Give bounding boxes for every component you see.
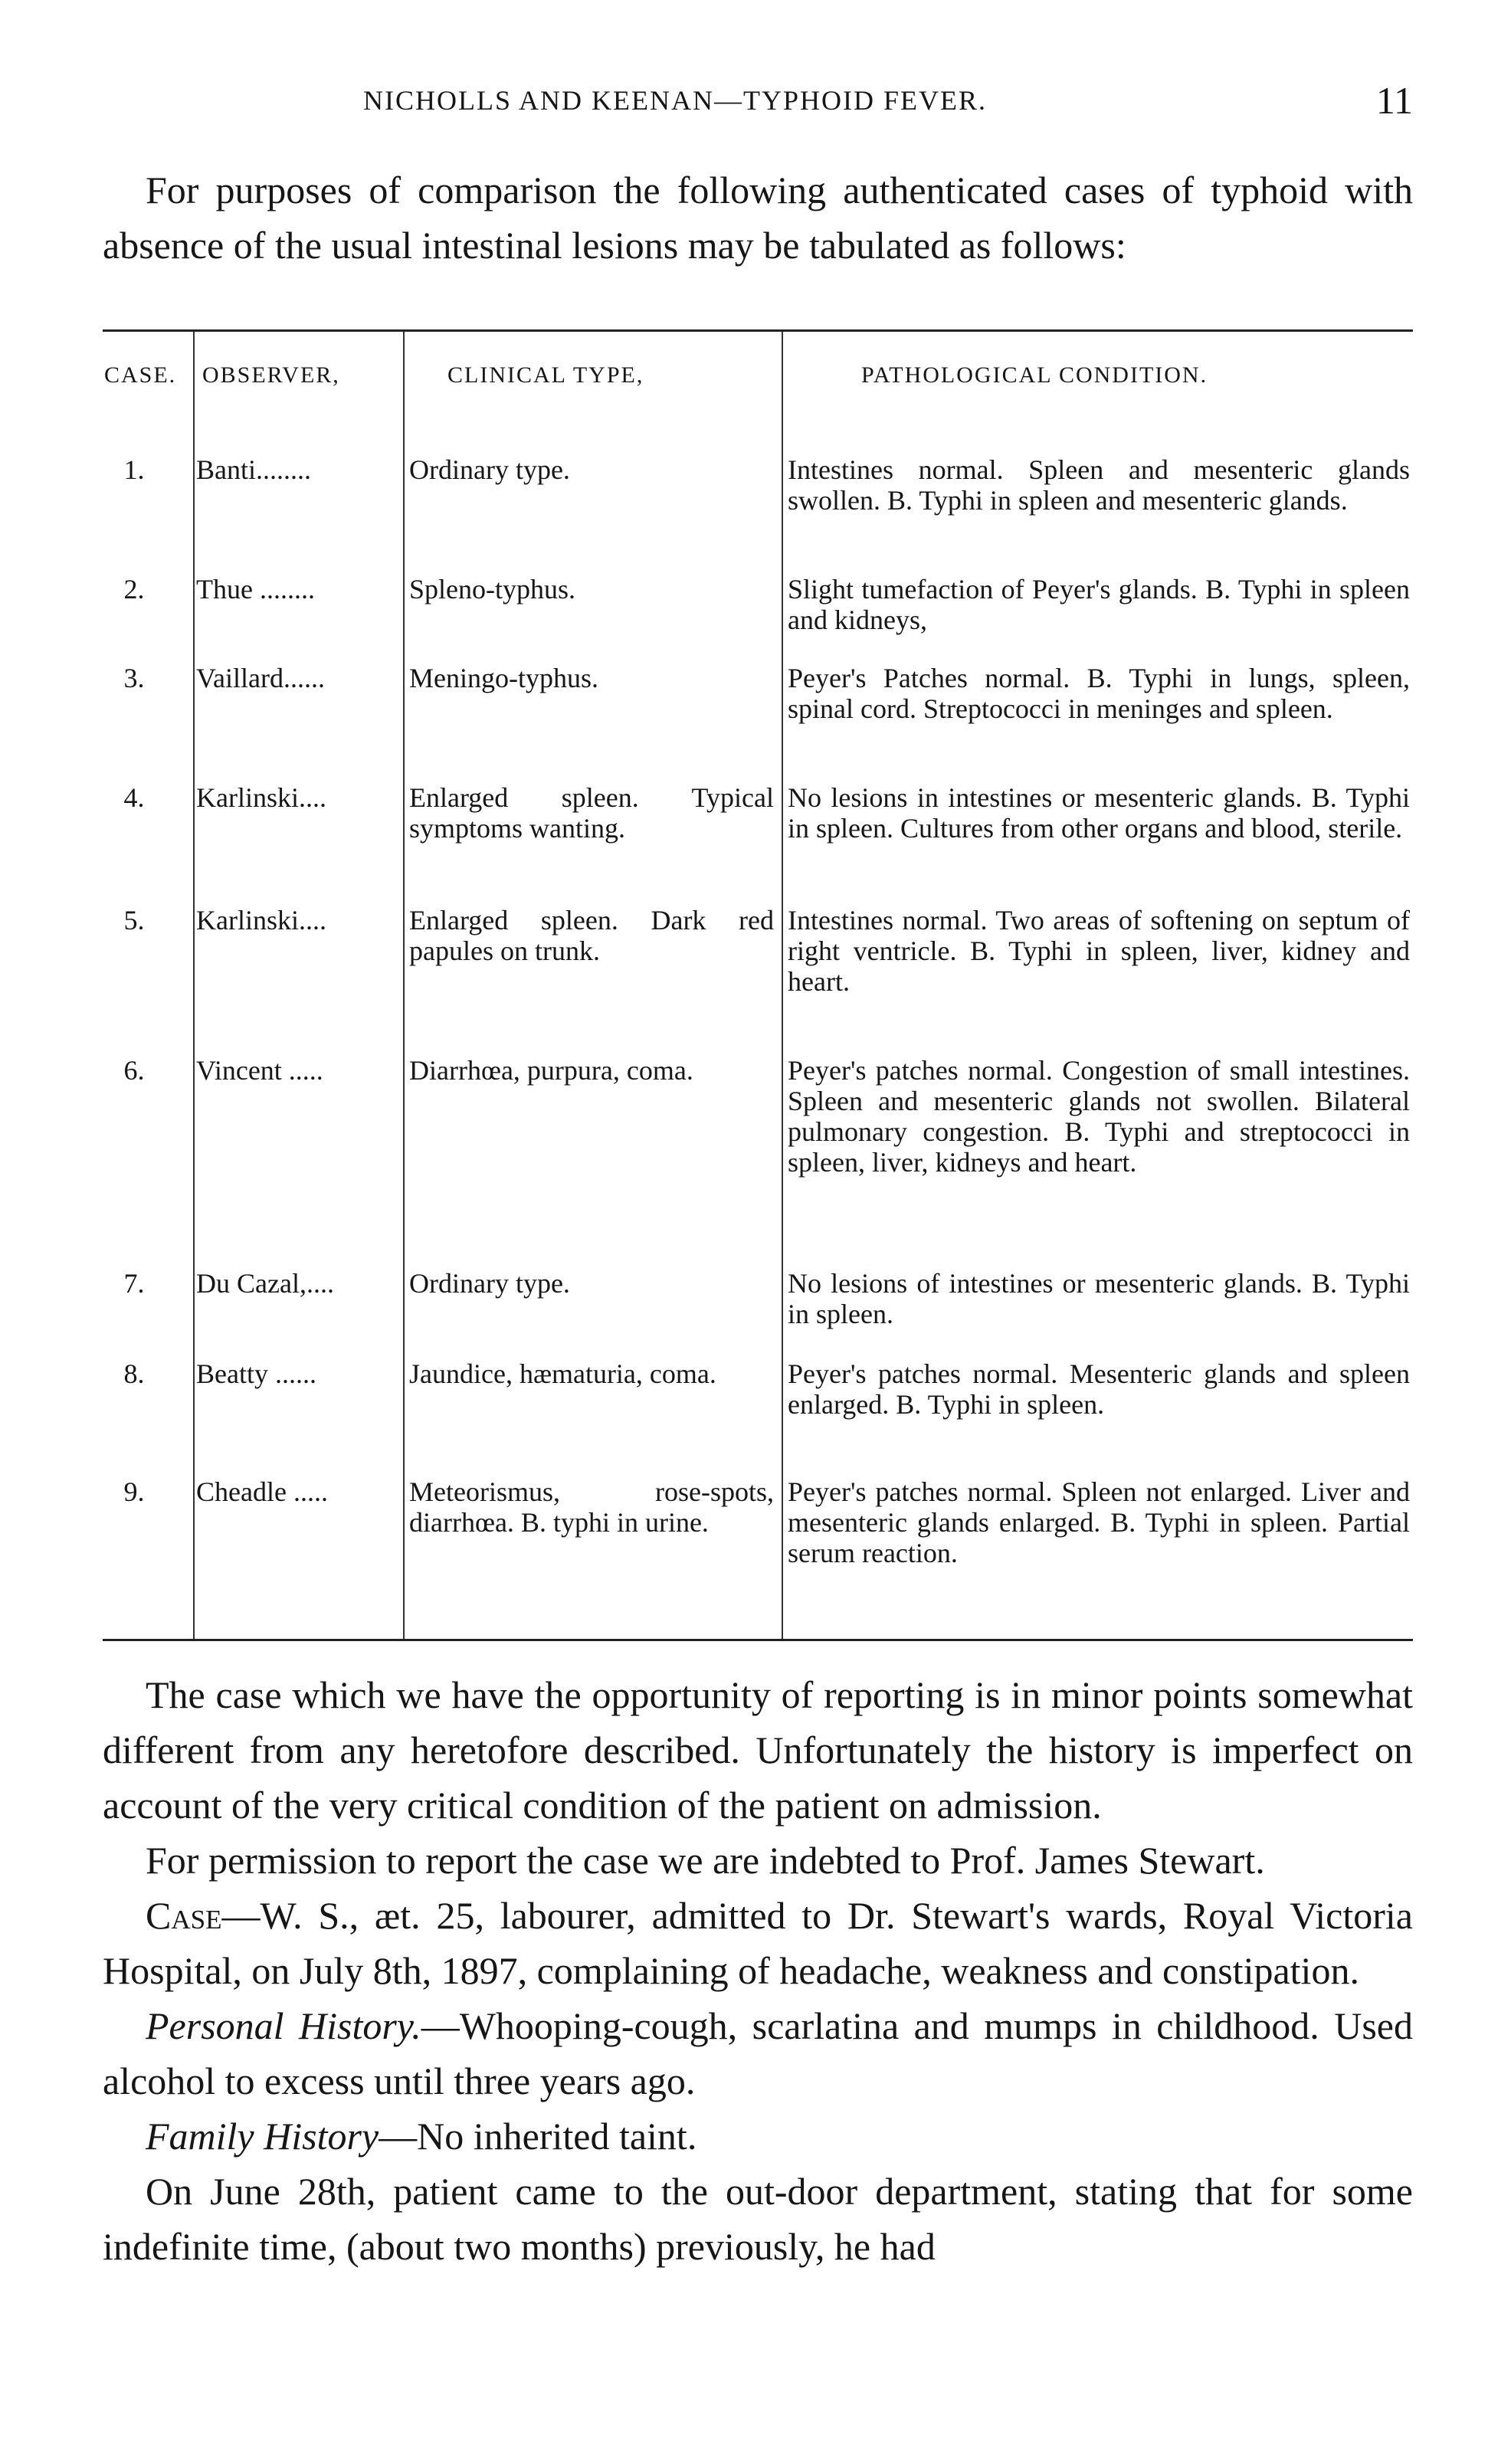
intro-paragraph: For purposes of comparison the following authenticated cases of typhoid with absence of the usual intestinal lesions may be tabulated as follows: [103, 169, 1413, 267]
case-number: 4. [123, 782, 145, 813]
clinical-type: Ordinary type. [409, 454, 570, 485]
observer-name: Karlinski.... [196, 905, 326, 935]
paragraph-case [103, 1888, 1413, 1998]
clinical-type: Enlarged spleen. Dark red papules on trunk. [409, 905, 774, 966]
case-number: 3. [123, 663, 145, 693]
observer-name: Vincent ..... [196, 1055, 323, 1086]
case-number: 8. [123, 1358, 145, 1389]
case-number: 7. [123, 1268, 145, 1299]
paragraph-permission: For permission to report the case we are indebted to Prof. James Stewart. [146, 1839, 1265, 1882]
observer-name: Du Cazal,.... [196, 1268, 334, 1299]
pathological-condition: Peyer's patches normal. Mesenteric glands and spleen enlarged. B. Typhi in spleen. [788, 1358, 1410, 1420]
column-divider [782, 332, 783, 1639]
pathological-condition: Peyer's patches normal. Congestion of small intestines. Spleen and mesenteric glands not swollen. Bilateral pulmonary congestion. B. Typhi and streptococci in spleen, liver, kidneys and heart. [788, 1055, 1410, 1178]
case-number: 2. [123, 574, 145, 605]
running-title: NICHOLLS AND KEENAN—TYPHOID FEVER. [363, 85, 987, 116]
header-pathological-condition: PATHOLOGICAL CONDITION. [861, 362, 1208, 388]
running-head [103, 78, 1413, 124]
observer-name: Vaillard...... [196, 663, 325, 693]
clinical-type: Jaundice, hæmaturia, coma. [409, 1358, 716, 1389]
clinical-type: Meningo-typhus. [409, 663, 598, 693]
pathological-condition: Peyer's patches normal. Spleen not enlarged. Liver and mesenteric glands enlarged. B. Typhi in spleen. Partial serum reaction. [788, 1476, 1410, 1568]
clinical-type: Spleno-typhus. [409, 574, 576, 605]
observer-name: Karlinski.... [196, 782, 326, 813]
column-divider [193, 332, 195, 1639]
case-number: 1. [123, 454, 145, 485]
observer-name: Banti........ [196, 454, 311, 485]
personal-history-label: Personal History. [146, 2004, 421, 2047]
case-text: —W. S., æt. 25, labourer, admitted to Dr. Stewart's wards, Royal Victoria Hospital, on July 8th, 1897, complaining of headache, weakness and constipation. [103, 1894, 1413, 1992]
case-label: Case [146, 1894, 222, 1937]
column-divider [403, 332, 405, 1639]
clinical-type: Diarrhœa, purpura, coma. [409, 1055, 693, 1086]
pathological-condition: No lesions in intestines or mesenteric glands. B. Typhi in spleen. Cultures from other organs and blood, sterile. [788, 782, 1410, 844]
header-observer: OBSERVER, [202, 362, 340, 388]
header-clinical-type: CLINICAL TYPE, [447, 362, 644, 388]
paragraph-case-intro: The case which we have the opportunity of reporting is in minor points somewhat different from any heretofore described. Unfortunately the history is imperfect on account of the very critical condition of the patient on admission. [103, 1673, 1413, 1827]
pathological-condition: No lesions of intestines or mesenteric glands. B. Typhi in spleen. [788, 1268, 1410, 1329]
header-case: CASE. [104, 362, 177, 388]
pathological-condition: Peyer's Patches normal. B. Typhi in lungs, spleen, spinal cord. Streptococci in meninges and spleen. [788, 663, 1410, 724]
pathological-condition: Intestines normal. Spleen and mesenteric glands swollen. B. Typhi in spleen and mesenteric glands. [788, 454, 1410, 516]
clinical-type: Ordinary type. [409, 1268, 570, 1299]
page-number: 11 [1375, 79, 1413, 122]
case-number: 9. [123, 1476, 145, 1507]
pathological-condition: Slight tumefaction of Peyer's glands. B. Typhi in spleen and kidneys, [788, 574, 1410, 635]
case-number: 6. [123, 1055, 145, 1086]
case-table [103, 329, 1413, 1641]
paragraph-june-28: On June 28th, patient came to the out-door department, stating that for some indefinite time, (about two months) previously, he had [103, 2170, 1413, 2268]
case-number: 5. [123, 905, 145, 935]
observer-name: Cheadle ..... [196, 1476, 328, 1507]
clinical-type: Enlarged spleen. Typical symptoms wanting. [409, 782, 774, 844]
body-text [103, 1667, 1413, 2274]
observer-name: Thue ........ [196, 574, 315, 605]
family-history-label: Family History [146, 2115, 379, 2158]
family-history-text: —No inherited taint. [379, 2115, 697, 2158]
paragraph-family-history [103, 2108, 1413, 2164]
clinical-type: Meteorismus, rose-spots, diarrhœa. B. typhi in urine. [409, 1476, 774, 1538]
pathological-condition: Intestines normal. Two areas of softening on septum of right ventricle. B. Typhi in spleen, liver, kidney and heart. [788, 905, 1410, 997]
personal-history-text: —Whooping-cough, scarlatina and mumps in childhood. Used alcohol to excess until three years ago. [103, 2004, 1413, 2102]
paragraph-personal-history [103, 1998, 1413, 2108]
observer-name: Beatty ...... [196, 1358, 316, 1389]
